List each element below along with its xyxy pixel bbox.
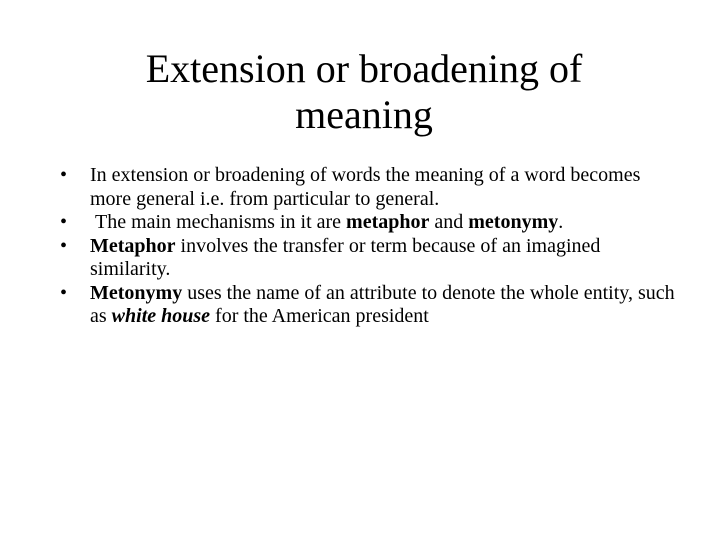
example-white-house: white house <box>111 305 211 327</box>
bullet-4-text-a: uses the name of an attribute to denote the whole entity, such as <box>90 281 675 327</box>
term-metonymy: metonymy <box>468 211 559 233</box>
bullet-item-4 <box>58 282 678 329</box>
bullet-3-text: involves the transfer or term because of an imagined similarity. <box>90 234 601 280</box>
bullet-dot-icon: • <box>60 164 68 186</box>
term-metaphor-heading: Metaphor <box>90 234 176 257</box>
bullet-dot-icon: • <box>60 211 68 233</box>
bullet-item-1 <box>58 164 678 211</box>
slide-title <box>70 46 658 138</box>
bullet-dot-icon: • <box>60 234 68 257</box>
bullet-2-text-b: and <box>429 211 469 233</box>
term-metonymy-heading: Metonymy <box>90 281 183 304</box>
slide-title-line-2: meaning <box>295 92 433 137</box>
bullet-dot-icon: • <box>60 281 68 304</box>
bullet-list <box>58 164 678 329</box>
bullet-4-text-b: for the American president <box>210 305 429 327</box>
bullet-1-text: In extension or broadening of words the meaning of a word becomes more general i.e. from particular to general. <box>90 164 641 210</box>
bullet-item-2 <box>58 211 678 235</box>
slide-title-line-1: Extension or broadening of <box>145 46 583 91</box>
bullet-2-text-a: The main mechanisms in it are <box>90 211 347 233</box>
bullet-2-text-c: . <box>558 211 564 233</box>
bullet-item-3 <box>58 235 678 282</box>
term-metaphor: metaphor <box>346 211 430 233</box>
